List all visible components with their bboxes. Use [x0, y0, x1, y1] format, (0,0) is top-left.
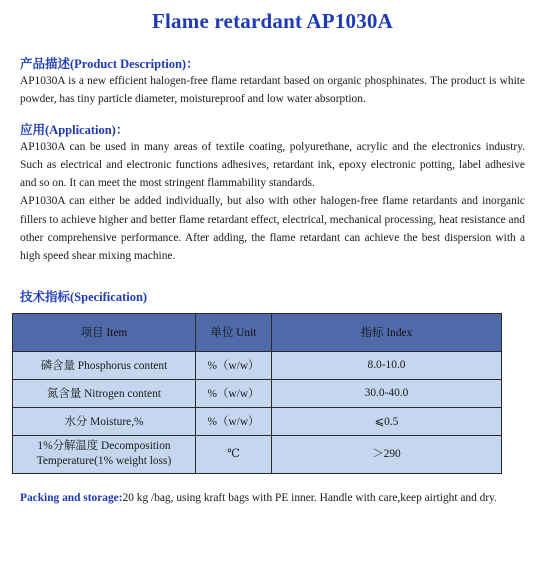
page-title: Flame retardant AP1030A: [151, 9, 393, 33]
table-header-row: [13, 313, 502, 351]
table-row: [13, 407, 502, 435]
specification-table: [12, 313, 502, 474]
application-paragraph-2: AP1030A can either be added individually, but also with other halogen-free flame retardants and inorganic fillers to achieve higher and better flame retardant effect, electrical, mechanical processing, heat resistance and other comprehensive performance. After adding, the flame retardant can achieve the best dispersion with a high speed shear mixing machine.: [20, 195, 525, 263]
table-cell-item: 1%分解温度 Decomposition Temperature(1% weight loss): [13, 435, 196, 473]
application-paragraph-1: AP1030A can be used in many areas of textile coating, polyurethane, acrylic and the electronics industry. Such as electrical and electronic functions adhesives, retardant ink, epoxy electronic potting, label adhesive and so on. It can meet the most stringent flammability standards.: [20, 140, 525, 190]
description-text: AP1030A is a new efficient halogen-free flame retardant based on organic phosphinates. The product is white powder, has tiny particle diameter, moistureproof and low water absorption.: [20, 75, 525, 106]
description-heading: 产品描述(Product Description)：: [20, 57, 199, 71]
table-cell-item: 氮含量 Nitrogen content: [13, 379, 196, 407]
table-cell-index: 30.0-40.0: [272, 379, 502, 407]
application-heading: 应用(Application)：: [20, 122, 129, 137]
table-cell-item: 水分 Moisture,%: [13, 407, 196, 435]
packing-label: Packing and storage:: [20, 491, 123, 504]
table-cell-index: ＞290: [272, 435, 502, 473]
column-header-unit: 单位 Unit: [196, 313, 272, 351]
column-header-item: 项目 Item: [13, 313, 196, 351]
packing-storage: [20, 489, 525, 508]
table-cell-index: 8.0-10.0: [272, 351, 502, 379]
table-cell-unit: %（w/w）: [196, 407, 272, 435]
table-cell-index: ⩽0.5: [272, 407, 502, 435]
packing-text: 20 kg /bag, using kraft bags with PE inner. Handle with care,keep airtight and dry.: [122, 491, 497, 504]
datasheet-page: [0, 8, 545, 561]
table-cell-unit: %（w/w）: [196, 351, 272, 379]
table-row: [13, 351, 502, 379]
table-cell-unit: %（w/w）: [196, 379, 272, 407]
column-header-index: 指标 Index: [272, 313, 502, 351]
table-row: [13, 435, 502, 473]
table-cell-unit: ℃: [196, 435, 272, 473]
specification-heading: 技术指标(Specification): [20, 289, 148, 304]
table-row: [13, 379, 502, 407]
table-cell-item: 磷含量 Phosphorus content: [13, 351, 196, 379]
